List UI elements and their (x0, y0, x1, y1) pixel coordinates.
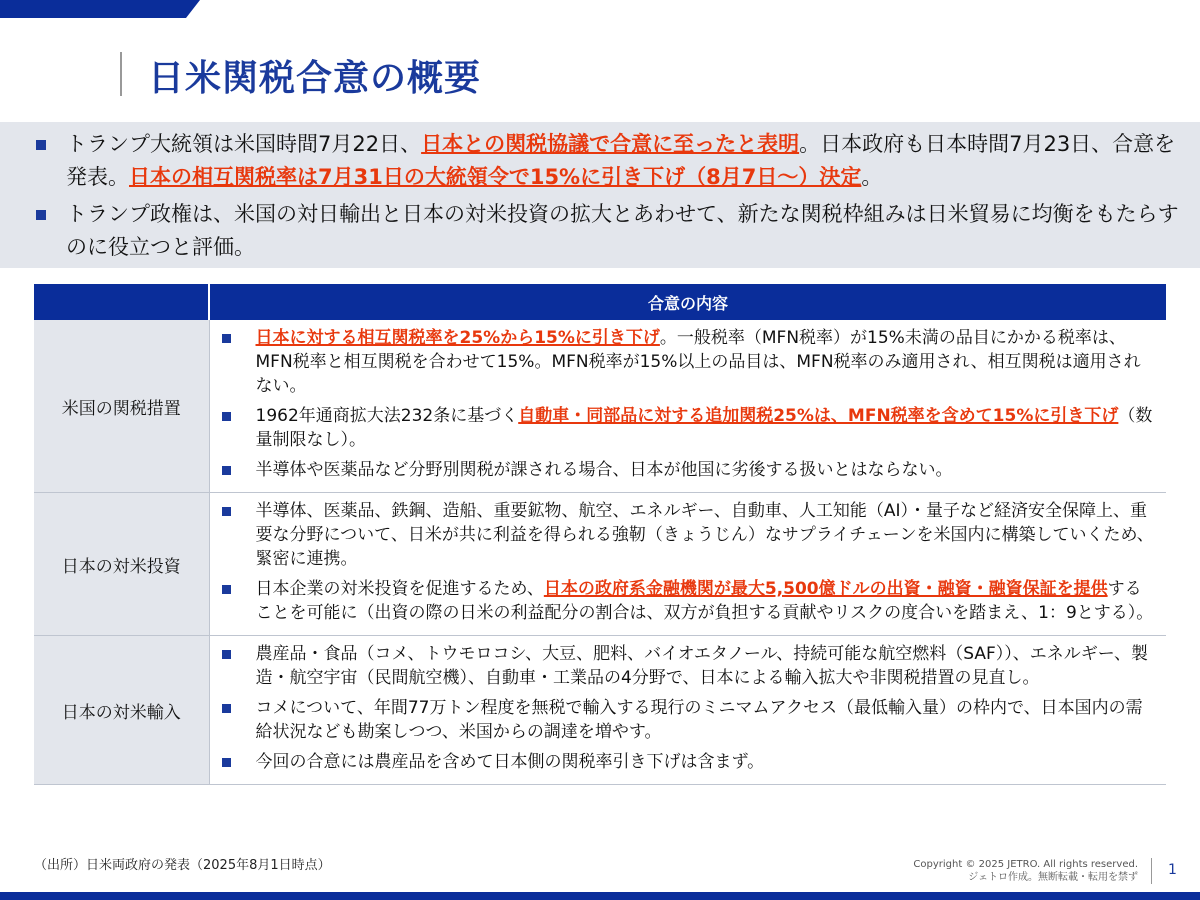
item-text: 農産品・食品（コメ、トウモロコシ、大豆、肥料、バイオエタノール、持続可能な航空燃料（SAF））、エネルギー、製造・航空宇宙（民間航空機）、自動車・工業品の4分野で、日本による輸入拡大や非関税措置の見直し。 (255, 644, 1149, 688)
square-bullet-icon (222, 585, 231, 594)
bottom-accent-bar (0, 892, 1200, 900)
row-content (209, 493, 1166, 636)
item-text: 。一般税率（MFN税率）が15%未満の品目にかかる税率は、MFN税率と相互関税を合わせて15%。MFN税率が15%以上の品目は、MFN税率のみ適用され、相互関税は適用されない。 (255, 328, 1141, 396)
agreement-table (34, 284, 1166, 785)
square-bullet-icon (222, 758, 231, 767)
list-item (256, 750, 1157, 774)
item-text: 1962年通商拡大法232条に基づく (255, 406, 519, 426)
top-accent-bar (0, 0, 200, 18)
summary-highlight: 日本の相互関税率は7月31日の大統領令で15%に引き下げ（8月7日～）決定 (129, 165, 862, 189)
table-header-corner (34, 284, 209, 320)
summary-item (66, 128, 1180, 194)
table-row (34, 493, 1166, 636)
page-number: 1 (1168, 862, 1177, 878)
summary-text: 。日本政府も日本時間7月23日、合意を発表。 (66, 132, 1176, 189)
summary-text: トランプ政権は、米国の対日輸出と日本の対米投資の拡大とあわせて、新たな関税枠組みは日米貿易に均衡をもたらすのに役立つと評価。 (66, 202, 1179, 259)
copyright-block (913, 858, 1138, 884)
table-row (34, 636, 1166, 785)
list-item (256, 696, 1157, 744)
list-item (256, 499, 1157, 571)
item-text: 今回の合意には農産品を含めて日本側の関税率引き下げは含まず。 (255, 752, 765, 772)
square-bullet-icon (36, 210, 46, 220)
table-header: 合意の内容 (209, 284, 1166, 320)
item-text: （数量制限なし）。 (255, 406, 1153, 450)
square-bullet-icon (222, 704, 231, 713)
row-label: 米国の関税措置 (34, 320, 209, 493)
square-bullet-icon (222, 507, 231, 516)
item-highlight: 自動車・同部品に対する追加関税25%は、MFN税率を含めて15%に引き下げ (518, 406, 1119, 426)
list-item (256, 458, 1157, 482)
usage-notice: ジェトロ作成。無断転載・転用を禁ず (968, 872, 1138, 883)
square-bullet-icon (222, 466, 231, 475)
row-content (209, 320, 1166, 493)
list-item (256, 326, 1157, 398)
item-highlight: 日本の政府系金融機関が最大5,500億ドルの出資・融資・融資保証を提供 (543, 579, 1108, 599)
summary-text: トランプ大統領は米国時間7月22日、 (66, 132, 422, 156)
page-divider (1151, 858, 1152, 884)
list-item (256, 404, 1157, 452)
summary-section (0, 122, 1200, 268)
row-content (209, 636, 1166, 785)
page-title: 日米関税合意の概要 (148, 58, 482, 99)
list-item (256, 642, 1157, 690)
summary-highlight: 日本との関税協議で合意に至ったと表明 (421, 132, 800, 156)
square-bullet-icon (36, 140, 46, 150)
table-row (34, 320, 1166, 493)
summary-item (66, 198, 1180, 264)
item-highlight: 日本に対する相互関税率を25%から15%に引き下げ (255, 328, 660, 348)
square-bullet-icon (222, 650, 231, 659)
square-bullet-icon (222, 334, 231, 343)
title-divider (120, 52, 122, 96)
row-label: 日本の対米投資 (34, 493, 209, 636)
item-text: することを可能に（出資の際の日米の利益配分の割合は、双方が負担する貢献やリスクの度合いを踏まえ、1：9とする）。 (255, 579, 1154, 623)
item-text: 半導体、医薬品、鉄鋼、造船、重要鉱物、航空、エネルギー、自動車、人工知能（AI）・量子など経済安全保障上、重要な分野について、日米が共に利益を得られる強靭（きょうじん）なサプライチェーンを米国内に構築していくため、緊密に連携。 (255, 501, 1154, 569)
square-bullet-icon (222, 412, 231, 421)
item-text: 日本企業の対米投資を促進するため、 (255, 579, 544, 599)
source-note: （出所）日米両政府の発表（2025年8月1日時点） (34, 858, 331, 873)
summary-text: 。 (861, 165, 883, 189)
row-label: 日本の対米輸入 (34, 636, 209, 785)
list-item (256, 577, 1157, 625)
item-text: 半導体や医薬品など分野別関税が課される場合、日本が他国に劣後する扱いとはならない。 (255, 460, 953, 480)
copyright-text: Copyright © 2025 JETRO. All rights reserved. (913, 859, 1138, 870)
item-text: コメについて、年間77万トン程度を無税で輸入する現行のミニマムアクセス（最低輸入量）の枠内で、日本国内の需給状況なども勘案しつつ、米国からの調達を増やす。 (255, 698, 1143, 742)
